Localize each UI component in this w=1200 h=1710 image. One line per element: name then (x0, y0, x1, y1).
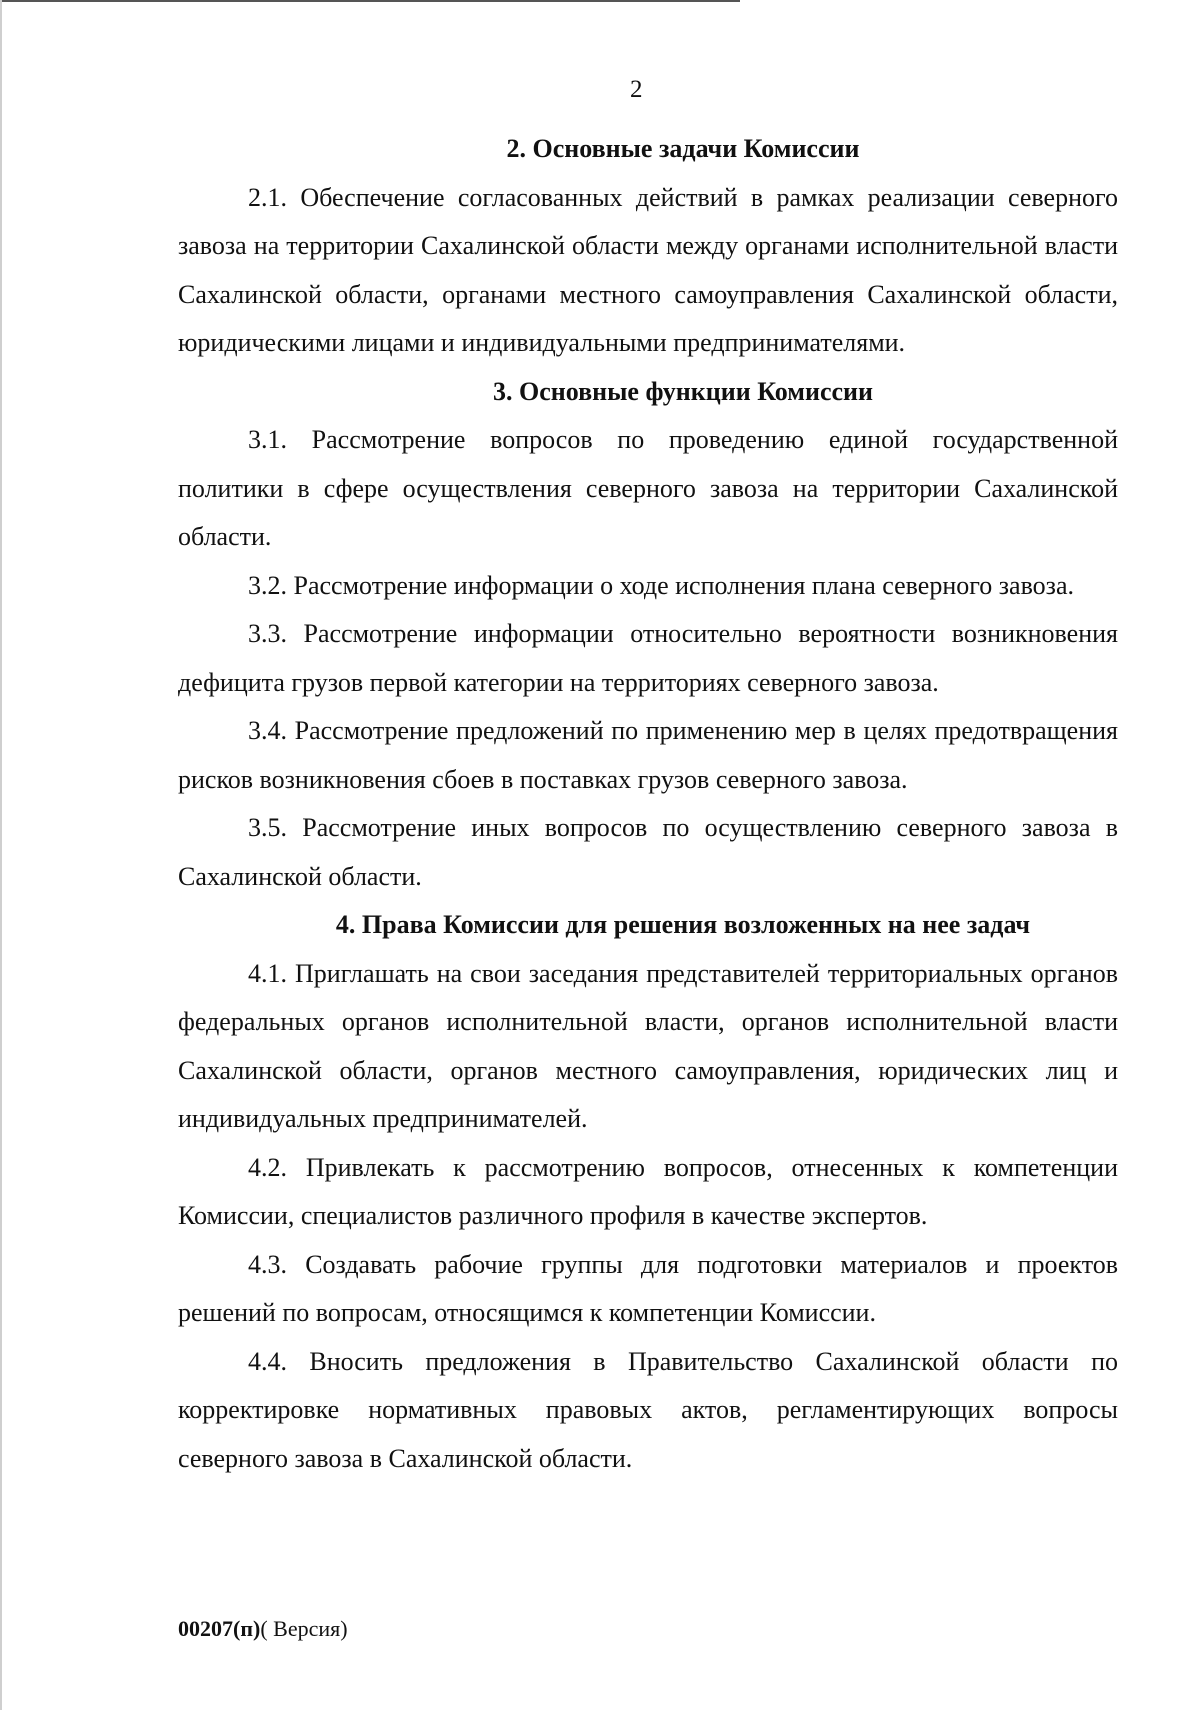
section-heading: 4. Права Комиссии для решения возложенных на нее задач (335, 910, 1031, 939)
document-footer (178, 1615, 348, 1643)
paragraph: 3.5. Рассмотрение иных вопросов по осуществлению северного завоза в Сахалинской области. (178, 813, 1118, 891)
paragraph: 3.2. Рассмотрение информации о ходе исполнения плана северного завоза. (248, 570, 1074, 600)
page-number: 2 (630, 76, 643, 103)
scan-top-border (0, 0, 740, 2)
document-code: 00207(п) (178, 1616, 261, 1641)
paragraph: 4.3. Создавать рабочие группы для подготовки материалов и проектов решений по вопросам, относящимся к компетенции Комиссии. (178, 1249, 1118, 1327)
section-heading: 3. Основные функции Комиссии (493, 376, 873, 406)
section-heading: 2. Основные задачи Комиссии (506, 134, 860, 163)
paragraph: 3.4. Рассмотрение предложений по применению мер в целях предотвращения рисков возникновения сбоев в поставках грузов северного завоза. (178, 716, 1118, 794)
scan-left-border (0, 0, 2, 1710)
paragraph: 2.1. Обеспечение согласованных действий в рамках реализации северного завоза на территории Сахалинской области между органами исполнительной власти Сахалинской области, органами местного самоуправления Сахалинской области, юридическими лицами и индивидуальными предпринимателями. (178, 182, 1118, 357)
paragraph: 3.3. Рассмотрение информации относительно вероятности возникновения дефицита грузов первой категории на территориях северного завоза. (178, 619, 1118, 697)
document-body (178, 125, 1118, 1483)
paragraph: 4.2. Привлекать к рассмотрению вопросов, отнесенных к компетенции Комиссии, специалистов различного профиля в качестве экспертов. (178, 1152, 1118, 1230)
paragraph: 3.1. Рассмотрение вопросов по проведению единой государственной политики в сфере осуществления северного завоза на территории Сахалинской области. (178, 425, 1118, 551)
paragraph: 4.4. Вносить предложения в Правительство Сахалинской области по корректировке нормативных правовых актов, регламентирующих вопросы северного завоза в Сахалинской области. (178, 1346, 1118, 1473)
paragraph: 4.1. Приглашать на свои заседания представителей территориальных органов федеральных органов исполнительной власти, органов исполнительной власти Сахалинской области, органов местного самоуправления, юридических лиц и индивидуальных предпринимателей. (178, 958, 1118, 1133)
document-version: ( Версия) (260, 1616, 348, 1641)
